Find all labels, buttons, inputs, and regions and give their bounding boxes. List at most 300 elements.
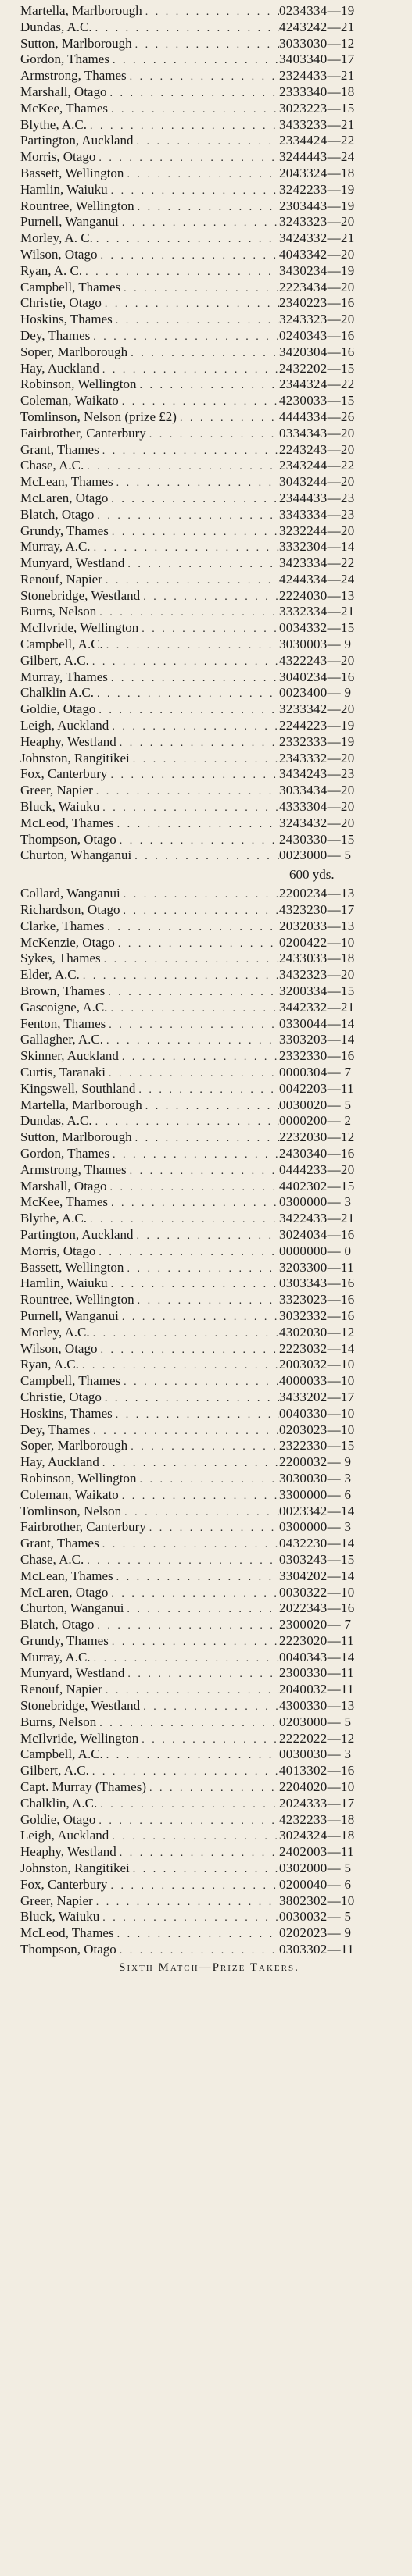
score-value: 2224030—13 xyxy=(279,587,355,603)
score-row xyxy=(20,1179,398,1195)
dot-leader xyxy=(80,969,279,985)
score-value: 0023342—14 xyxy=(279,1503,355,1518)
score-row xyxy=(20,52,398,68)
competitor-name: Collard, Wanganui xyxy=(20,886,120,901)
score-value: 0334343—20 xyxy=(279,425,355,441)
score-value: 0030030— 3 xyxy=(279,1746,352,1762)
score-row xyxy=(20,20,398,36)
dot-leader xyxy=(146,427,279,444)
dot-leader xyxy=(103,638,279,655)
score-value: 4302030—12 xyxy=(279,1324,355,1340)
dot-leader xyxy=(142,1099,279,1115)
competitor-name: Clarke, Thames xyxy=(20,918,105,933)
dot-leader xyxy=(79,1358,279,1375)
score-row xyxy=(20,1211,398,1227)
score-row xyxy=(20,1844,398,1861)
score-value: 3203300—11 xyxy=(279,1259,354,1275)
competitor-name: Morley, A. C. xyxy=(20,230,93,246)
score-value: 3043244—20 xyxy=(279,474,355,490)
competitor-name: Leigh, Auckland xyxy=(20,1828,109,1843)
score-value: 3343334—23 xyxy=(279,506,355,522)
score-value: 0040343—14 xyxy=(279,1649,355,1664)
dot-leader xyxy=(113,476,279,492)
score-value: 3024034—16 xyxy=(279,1226,355,1242)
score-row xyxy=(20,1341,398,1358)
competitor-name: Churton, Whanganui xyxy=(20,847,132,863)
competitor-name: Goldie, Otago xyxy=(20,701,96,717)
score-row xyxy=(20,1942,398,1958)
score-value: 2032033—13 xyxy=(279,918,355,933)
competitor-name: Purnell, Wanganui xyxy=(20,1308,119,1323)
score-row xyxy=(20,458,398,474)
dot-leader xyxy=(102,297,279,313)
score-row xyxy=(20,149,398,166)
competitor-name: Fenton, Thames xyxy=(20,1015,106,1031)
dot-leader xyxy=(131,849,279,865)
competitor-name: Munyard, Westland xyxy=(20,1665,125,1681)
score-row xyxy=(20,1617,398,1633)
score-row xyxy=(20,1390,398,1406)
competitor-name: Skinner, Auckland xyxy=(20,1048,119,1064)
score-row xyxy=(20,1357,398,1373)
score-value: 3243323—20 xyxy=(279,214,355,230)
dot-leader xyxy=(116,1943,279,1960)
dot-leader xyxy=(106,1066,279,1083)
competitor-name: Robinson, Wellington xyxy=(20,1470,137,1486)
score-row xyxy=(20,935,398,951)
score-value: 3300000— 6 xyxy=(279,1486,352,1502)
competitor-name: Renouf, Napier xyxy=(20,571,102,587)
score-value: 2223434—20 xyxy=(279,279,355,294)
dot-leader xyxy=(91,541,279,557)
dot-leader xyxy=(92,1115,279,1131)
dot-leader xyxy=(133,134,279,151)
score-value: 0030322—10 xyxy=(279,1584,355,1600)
score-row xyxy=(20,1698,398,1714)
competitor-name: Sutton, Marlborough xyxy=(20,1129,132,1145)
score-row xyxy=(20,1146,398,1162)
score-value: 2344324—22 xyxy=(279,376,355,392)
competitor-name: Stonebridge, Westland xyxy=(20,1698,141,1714)
score-row xyxy=(20,751,398,767)
score-row xyxy=(20,783,398,799)
dot-leader xyxy=(127,1440,279,1456)
score-value: 2430330—15 xyxy=(279,831,355,847)
score-row xyxy=(20,1113,398,1129)
score-row xyxy=(20,1779,398,1796)
score-row xyxy=(20,1568,398,1585)
competitor-name: Soper, Marlborough xyxy=(20,1438,128,1454)
score-row xyxy=(20,1877,398,1893)
score-value: 4043342—20 xyxy=(279,246,355,262)
competitor-name: Grant, Thames xyxy=(20,1536,99,1551)
dot-leader xyxy=(113,1570,279,1586)
dot-leader xyxy=(109,525,279,541)
competitor-name: Hay, Auckland xyxy=(20,1454,99,1470)
competitor-name: Leigh, Auckland xyxy=(20,718,109,733)
dot-leader xyxy=(109,1147,279,1164)
score-row xyxy=(20,133,398,149)
score-row xyxy=(20,1081,398,1097)
score-value: 4300330—13 xyxy=(279,1698,355,1714)
score-value: 3434243—23 xyxy=(279,766,355,782)
dot-leader xyxy=(87,1212,279,1229)
competitor-name: McLean, Thames xyxy=(20,1568,113,1583)
score-row xyxy=(20,1746,398,1763)
score-value: 3030003— 9 xyxy=(279,637,352,652)
dot-leader xyxy=(89,655,279,671)
competitor-name: Grant, Thames xyxy=(20,441,99,457)
score-value: 2334424—22 xyxy=(279,133,355,148)
score-value: 2043324—18 xyxy=(279,165,355,180)
dot-leader xyxy=(109,1829,279,1846)
competitor-name: Coleman, Waikato xyxy=(20,1486,119,1502)
score-row xyxy=(20,847,398,864)
score-value: 4013302—16 xyxy=(279,1763,355,1779)
competitor-name: Murray, Thames xyxy=(20,669,108,684)
competitor-name: McLeod, Thames xyxy=(20,1925,114,1941)
score-value: 0000000— 0 xyxy=(279,1243,352,1258)
score-row xyxy=(20,1665,398,1682)
score-value: 0200422—10 xyxy=(279,934,355,950)
competitor-name: Purnell, Wanganui xyxy=(20,214,119,230)
score-row xyxy=(20,1276,398,1292)
score-row xyxy=(20,620,398,637)
score-row xyxy=(20,1016,398,1033)
dot-leader xyxy=(113,1408,279,1424)
score-row xyxy=(20,1893,398,1910)
score-row xyxy=(20,886,398,902)
score-value: 0330044—14 xyxy=(279,1015,355,1031)
score-value: 0432230—14 xyxy=(279,1536,355,1551)
dot-leader xyxy=(146,1521,279,1537)
score-row xyxy=(20,1065,398,1081)
competitor-name: Capt. Murray (Thames) xyxy=(20,1779,146,1795)
score-row xyxy=(20,1227,398,1243)
dot-leader xyxy=(99,801,279,817)
score-row xyxy=(20,734,398,751)
score-row xyxy=(20,1032,398,1048)
competitor-name: Hoskins, Thames xyxy=(20,312,113,327)
dot-leader xyxy=(96,605,279,622)
score-row xyxy=(20,588,398,605)
competitor-name: Bluck, Waiuku xyxy=(20,1909,100,1925)
competitor-name: Stonebridge, Westland xyxy=(20,587,141,603)
competitor-name: Heaphy, Westland xyxy=(20,733,116,749)
competitor-name: Campbell, Thames xyxy=(20,279,121,294)
competitor-name: Gilbert, A.C. xyxy=(20,652,89,668)
score-row xyxy=(20,967,398,983)
score-row xyxy=(20,507,398,523)
competitor-name: Hamlin, Waiuku xyxy=(20,1276,108,1291)
score-row xyxy=(20,1471,398,1487)
score-row xyxy=(20,1682,398,1698)
dot-leader xyxy=(91,1651,279,1668)
dot-leader xyxy=(87,119,279,135)
competitor-name: Fairbrother, Canterbury xyxy=(20,425,146,441)
score-value: 4322243—20 xyxy=(279,652,355,668)
score-value: 3303203—14 xyxy=(279,1032,355,1047)
score-value: 2204020—10 xyxy=(279,1779,355,1795)
score-value: 0300000— 3 xyxy=(279,1519,352,1535)
competitor-name: Gordon, Thames xyxy=(20,52,109,67)
dot-leader xyxy=(109,719,279,736)
dot-leader xyxy=(97,1343,279,1359)
score-row xyxy=(20,1308,398,1325)
competitor-name: Johnston, Rangitikei xyxy=(20,1861,130,1876)
dot-leader xyxy=(104,920,279,937)
score-value: 3200334—15 xyxy=(279,983,355,999)
score-value: 0302000— 5 xyxy=(279,1861,352,1876)
score-value: 3024324—18 xyxy=(279,1828,355,1843)
competitor-name: McKee, Thames xyxy=(20,1194,109,1210)
score-row xyxy=(20,84,398,101)
competitor-name: Sutton, Marlborough xyxy=(20,35,132,51)
dot-leader xyxy=(140,1700,279,1716)
score-row xyxy=(20,117,398,134)
competitor-name: Gordon, Thames xyxy=(20,1145,109,1161)
score-row xyxy=(20,426,398,442)
competitor-name: Campbell, Thames xyxy=(20,1373,121,1389)
dot-leader xyxy=(140,590,279,606)
score-row xyxy=(20,983,398,1000)
dot-leader xyxy=(124,1261,279,1278)
dot-leader xyxy=(115,937,279,953)
score-row xyxy=(20,3,398,20)
dot-leader xyxy=(113,313,279,330)
competitor-name: Chalklin A.C. xyxy=(20,685,94,701)
score-row xyxy=(20,951,398,967)
score-value: 2223020—11 xyxy=(279,1632,354,1648)
score-value: 3032332—16 xyxy=(279,1308,355,1323)
competitor-name: Murray, A.C. xyxy=(20,539,91,555)
score-value: 2024333—17 xyxy=(279,1795,355,1811)
dot-leader xyxy=(95,703,279,719)
dot-leader xyxy=(102,1683,279,1700)
dot-leader xyxy=(93,232,279,248)
score-value: 0303243—15 xyxy=(279,1551,355,1567)
competitor-name: Blythe, A.C. xyxy=(20,116,88,132)
score-value: 0240343—16 xyxy=(279,327,355,343)
dot-leader xyxy=(103,1748,279,1764)
score-value: 3332304—14 xyxy=(279,539,355,555)
competitor-name: Grundy, Thames xyxy=(20,1632,109,1648)
dot-leader xyxy=(84,459,279,476)
score-row xyxy=(20,409,398,426)
competitor-name: McLeod, Thames xyxy=(20,815,114,830)
competitor-name: Bassett, Wellington xyxy=(20,1259,124,1275)
score-row xyxy=(20,1129,398,1146)
dot-leader xyxy=(102,1391,279,1408)
score-value: 2340223—16 xyxy=(279,295,355,311)
dot-leader xyxy=(119,1489,279,1505)
competitor-name: McKee, Thames xyxy=(20,100,109,116)
score-value: 2243243—20 xyxy=(279,441,355,457)
score-value: 3244443—24 xyxy=(279,149,355,165)
score-value: 2343244—22 xyxy=(279,458,355,473)
competitor-name: Martella, Marlborough xyxy=(20,1097,142,1112)
dot-leader xyxy=(135,1083,279,1099)
score-row xyxy=(20,685,398,701)
dot-leader xyxy=(89,1764,279,1781)
score-row xyxy=(20,832,398,848)
score-row xyxy=(20,1650,398,1666)
score-row xyxy=(20,1585,398,1601)
dot-leader xyxy=(124,1667,279,1683)
competitor-name: Gilbert, A.C. xyxy=(20,1763,89,1779)
dot-leader xyxy=(95,1245,279,1261)
competitor-name: Elder, A.C. xyxy=(20,967,80,983)
competitor-name: Hay, Auckland xyxy=(20,360,99,376)
dot-leader xyxy=(106,1180,279,1197)
range-heading: 600 yds. xyxy=(289,867,335,883)
competitor-name: Ryan, A.C. xyxy=(20,1357,79,1372)
score-value: 2300020— 7 xyxy=(279,1617,352,1632)
dot-leader xyxy=(120,281,279,298)
score-value: 3422433—21 xyxy=(279,1211,355,1226)
competitor-name: Soper, Marlborough xyxy=(20,344,128,359)
match-heading: Sixth Match—Prize Takers. xyxy=(119,1961,299,1974)
dot-leader xyxy=(101,952,279,969)
dot-leader xyxy=(105,985,279,1001)
score-row xyxy=(20,36,398,52)
competitor-name: McLean, Thames xyxy=(20,474,113,490)
score-row xyxy=(20,669,398,686)
dot-leader xyxy=(94,1618,279,1635)
competitor-name: Ryan, A. C. xyxy=(20,262,83,278)
competitor-name: Rountree, Wellington xyxy=(20,198,134,213)
competitor-name: Fairbrother, Canterbury xyxy=(20,1519,146,1535)
competitor-name: Marshall, Otago xyxy=(20,84,107,99)
dot-leader xyxy=(130,1862,279,1878)
competitor-name: Gascoigne, A.C. xyxy=(20,999,108,1015)
dot-leader xyxy=(124,557,279,573)
dot-leader xyxy=(108,1586,279,1603)
score-row xyxy=(20,1422,398,1439)
competitor-name: Bassett, Wellington xyxy=(20,165,124,180)
score-value: 3430234—19 xyxy=(279,262,355,278)
score-value: 3033030—12 xyxy=(279,35,355,51)
dot-leader xyxy=(120,904,279,920)
score-row xyxy=(20,247,398,263)
dot-leader xyxy=(108,671,279,687)
dot-leader xyxy=(138,622,279,638)
competitor-name: Hamlin, Waiuku xyxy=(20,181,108,197)
score-row xyxy=(20,1000,398,1016)
score-value: 2322330—15 xyxy=(279,1438,355,1454)
score-value: 0040330—10 xyxy=(279,1405,355,1421)
score-row xyxy=(20,1861,398,1877)
competitor-name: Greer, Napier xyxy=(20,783,93,798)
dot-leader xyxy=(96,1716,279,1732)
score-row xyxy=(20,182,398,198)
score-value: 2222022—12 xyxy=(279,1730,355,1746)
score-value: 0034332—15 xyxy=(279,620,355,636)
score-value: 4000033—10 xyxy=(279,1373,355,1389)
competitor-name: Campbell, A.C. xyxy=(20,637,103,652)
competitor-name: Thompson, Otago xyxy=(20,831,116,847)
dot-leader xyxy=(119,394,279,411)
score-row xyxy=(20,1048,398,1065)
score-value: 4333304—20 xyxy=(279,799,355,815)
dot-leader xyxy=(99,1456,279,1472)
competitor-name: Sykes, Thames xyxy=(20,951,101,966)
competitor-name: Blythe, A.C. xyxy=(20,1211,88,1226)
score-row xyxy=(20,295,398,312)
dot-leader xyxy=(108,1277,279,1293)
competitor-name: Partington, Auckland xyxy=(20,133,134,148)
competitor-name: Tomlinson, Nelson (prize £2) xyxy=(20,409,177,424)
score-value: 0030032— 5 xyxy=(279,1909,352,1925)
competitor-name: Richardson, Otago xyxy=(20,902,120,918)
score-row xyxy=(20,1292,398,1308)
score-row xyxy=(20,1373,398,1390)
score-value: 3433233—21 xyxy=(279,116,355,132)
score-value: 3304202—14 xyxy=(279,1568,355,1583)
score-value: 3442332—21 xyxy=(279,999,355,1015)
score-row xyxy=(20,230,398,247)
dot-leader xyxy=(103,1033,279,1050)
score-row xyxy=(20,1194,398,1211)
dot-leader xyxy=(109,1635,279,1651)
score-value: 3030030— 3 xyxy=(279,1470,352,1486)
score-row xyxy=(20,376,398,393)
dot-leader xyxy=(132,37,279,54)
score-row xyxy=(20,263,398,280)
dot-leader xyxy=(108,492,279,508)
competitor-name: Murray, A.C. xyxy=(20,1649,91,1664)
score-value: 2332333—19 xyxy=(279,733,355,749)
dot-leader xyxy=(130,752,279,769)
score-value: 2244223—19 xyxy=(279,718,355,733)
dot-leader xyxy=(116,1846,279,1862)
score-value: 2040032—11 xyxy=(279,1682,354,1697)
score-row xyxy=(20,198,398,215)
competitor-name: McLaren, Otago xyxy=(20,490,109,505)
dot-leader xyxy=(93,1895,279,1911)
score-row xyxy=(20,523,398,540)
competitor-name: Goldie, Otago xyxy=(20,1811,96,1827)
score-value: 3423334—22 xyxy=(279,555,355,571)
dot-leader xyxy=(146,1781,279,1797)
competitor-name: Armstrong, Thames xyxy=(20,1161,127,1177)
competitor-name: Bluck, Waiuku xyxy=(20,799,100,815)
competitor-name: Curtis, Taranaki xyxy=(20,1065,106,1079)
competitor-name: McIlvride, Wellington xyxy=(20,1730,139,1746)
competitor-name: McIlvride, Wellington xyxy=(20,620,139,636)
competitor-name: Kingswell, Southland xyxy=(20,1080,136,1096)
competitor-name: Martella, Marlborough xyxy=(20,3,142,18)
score-value: 2232030—12 xyxy=(279,1129,355,1145)
dot-leader xyxy=(97,1797,279,1814)
score-value: 4243242—21 xyxy=(279,19,355,34)
dot-leader xyxy=(127,1164,279,1180)
dot-leader xyxy=(142,5,279,21)
score-value: 0200040— 6 xyxy=(279,1876,352,1892)
competitor-name: Fox, Canterbury xyxy=(20,1876,108,1892)
score-value: 2300330—11 xyxy=(279,1665,354,1681)
competitor-name: Heaphy, Westland xyxy=(20,1844,116,1860)
score-value: 4402302—15 xyxy=(279,1178,355,1193)
dot-leader xyxy=(116,736,279,752)
score-row xyxy=(20,1504,398,1520)
score-row xyxy=(20,1714,398,1731)
score-value: 2344433—23 xyxy=(279,490,355,505)
score-value: 3433202—17 xyxy=(279,1389,355,1404)
score-value: 3243323—20 xyxy=(279,312,355,327)
dot-leader xyxy=(127,70,279,86)
score-row xyxy=(20,312,398,328)
